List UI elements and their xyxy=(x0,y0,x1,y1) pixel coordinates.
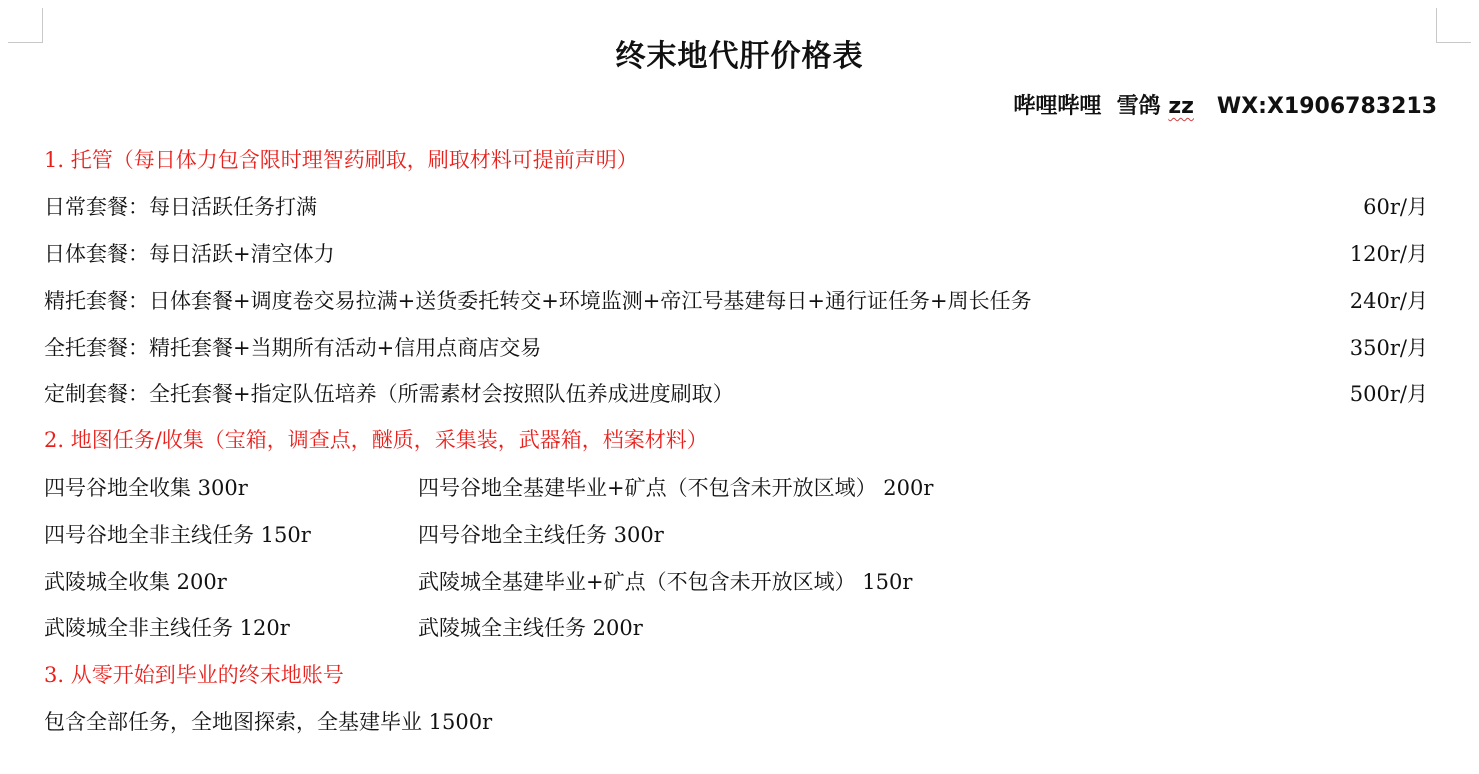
package-price: 240r/月 xyxy=(1349,289,1428,313)
package-row-custom xyxy=(44,379,1428,409)
package-label: 日常套餐：每日活跃任务打满 xyxy=(44,195,317,219)
map-task-left: 武陵城全非主线任务 120r xyxy=(44,616,290,640)
package-price: 350r/月 xyxy=(1349,336,1428,360)
package-row-fine xyxy=(44,286,1428,316)
section-3-heading: 3. 从零开始到毕业的终末地账号 xyxy=(44,663,344,687)
map-task-left: 四号谷地全非主线任务 150r xyxy=(44,523,311,547)
map-task-right: 四号谷地全主线任务 300r xyxy=(418,523,664,547)
package-row-full xyxy=(44,333,1428,363)
package-label: 日体套餐：每日活跃+清空体力 xyxy=(44,242,335,266)
package-label: 精托套餐：日体套餐+调度卷交易拉满+送货委托转交+环境监测+帝江号基建每日+通行证任务+周长任务 xyxy=(44,289,1032,313)
map-task-right: 武陵城全主线任务 200r xyxy=(418,616,643,640)
package-price: 60r/月 xyxy=(1363,195,1428,219)
map-task-left: 四号谷地全收集 300r xyxy=(44,476,248,500)
account-offer-text: 包含全部任务，全地图探索，全基建毕业 1500r xyxy=(44,710,493,734)
author-contact: WX:X1906783213 xyxy=(1193,94,1437,119)
map-task-right: 四号谷地全基建毕业+矿点（不包含未开放区域） 200r xyxy=(418,476,934,500)
map-task-left: 武陵城全收集 200r xyxy=(44,570,227,594)
author-name: 哔哩哔哩 雪鸽 xyxy=(1013,94,1169,119)
author-line xyxy=(1013,92,1437,122)
package-price: 500r/月 xyxy=(1349,382,1428,406)
section-1-heading: 1. 托管（每日体力包含限时理智药刷取，刷取材料可提前声明） xyxy=(44,148,638,172)
package-price: 120r/月 xyxy=(1349,242,1428,266)
package-row-stamina xyxy=(44,239,1428,269)
page-title: 终末地代肝价格表 xyxy=(615,39,864,74)
section-2-heading: 2. 地图任务/收集（宝箱，调查点，醚质，采集装，武器箱，档案材料） xyxy=(44,428,708,452)
package-label: 全托套餐：精托套餐+当期所有活动+信用点商店交易 xyxy=(44,336,542,360)
package-label: 定制套餐：全托套餐+指定队伍培养（所需素材会按照队伍养成进度刷取） xyxy=(44,382,734,406)
map-task-right: 武陵城全基建毕业+矿点（不包含未开放区域） 150r xyxy=(418,570,913,594)
package-row-daily xyxy=(44,192,1428,222)
author-handle: zz xyxy=(1168,94,1194,119)
